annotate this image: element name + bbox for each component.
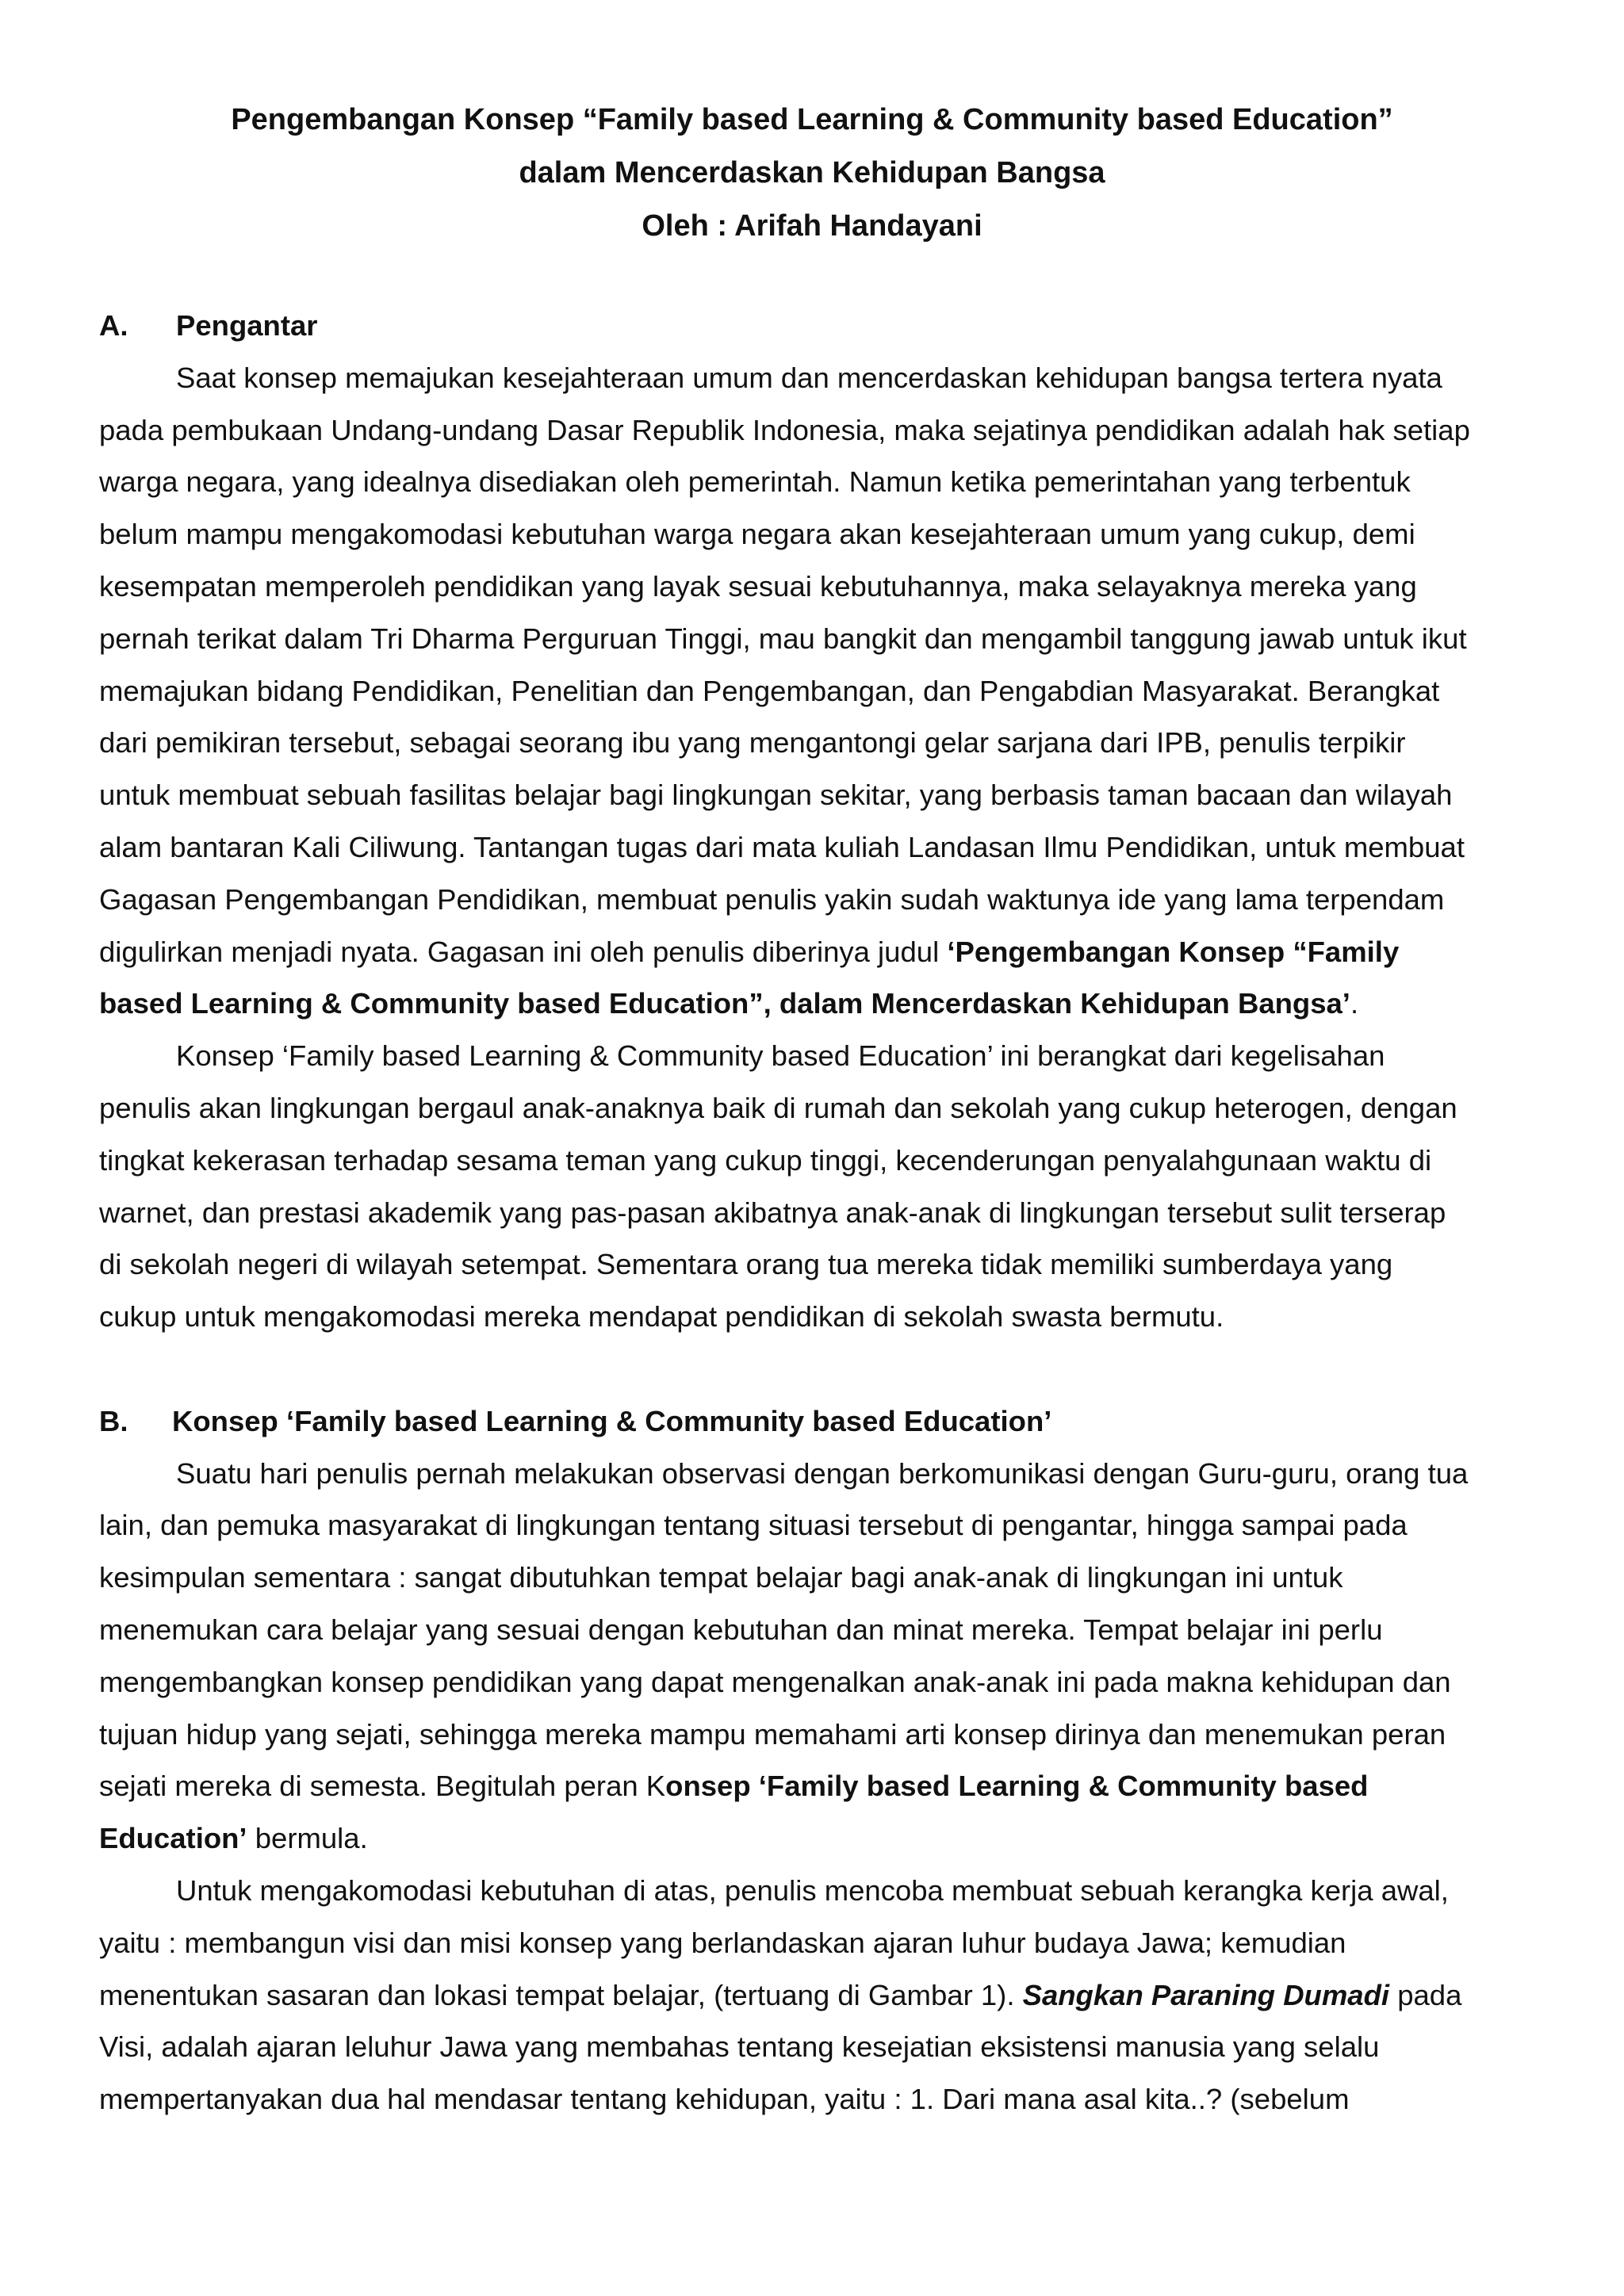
paragraph-line bbox=[99, 1969, 1534, 2022]
paragraph-line: untuk membuat sebuah fasilitas belajar bagi lingkungan sekitar, yang berbasis taman bacaan dan wilayah bbox=[99, 779, 1453, 812]
paragraph-line: menemukan cara belajar yang sesuai dengan kebutuhan dan minat mereka. Tempat belajar ini perlu bbox=[99, 1613, 1383, 1646]
paragraph-line: pernah terikat dalam Tri Dharma Perguruan Tinggi, mau bangkit dan mengambil tanggung jawab untuk ikut bbox=[99, 622, 1467, 655]
section-a-paragraph-1 bbox=[99, 352, 1534, 1030]
paragraph-line: kesimpulan sementara : sangat dibutuhkan tempat belajar bagi anak-anak di lingkungan ini untuk bbox=[99, 1561, 1343, 1594]
section-a-heading bbox=[99, 300, 1534, 352]
section-a-paragraph-2 bbox=[99, 1030, 1534, 1343]
paragraph-line: penulis akan lingkungan bergaul anak-anaknya baik di rumah dan sekolah yang cukup heterogen, dengan bbox=[99, 1091, 1457, 1124]
paragraph-line: mempertanyakan dua hal mendasar tentang kehidupan, yaitu : 1. Dari mana asal kita..? (sebelum bbox=[99, 2083, 1350, 2116]
paragraph-line: warga negara, yang idealnya disediakan oleh pemerintah. Namun ketika pemerintahan yang terbentuk bbox=[99, 465, 1411, 499]
document-body bbox=[99, 300, 1534, 2126]
title-line-2: dalam Mencerdaskan Kehidupan Bangsa bbox=[519, 156, 1105, 189]
emphasized-concept-text: onsep ‘Family based Learning & Community based bbox=[665, 1770, 1369, 1803]
paragraph-line: Saat konsep memajukan kesejahteraan umum dan mencerdaskan kehidupan bangsa tertera nyata bbox=[176, 361, 1442, 394]
paragraph-line: dari pemikiran tersebut, sebagai seorang ibu yang mengantongi gelar sarjana dari IPB, penulis terpikir bbox=[99, 726, 1406, 760]
paragraph-line: pada pembukaan Undang-undang Dasar Republik Indonesia, maka sejatinya pendidikan adalah hak setiap bbox=[99, 413, 1470, 446]
section-b-paragraph-1 bbox=[99, 1448, 1534, 1865]
paragraph-text: pada bbox=[1389, 1978, 1462, 2011]
section-a-title: Pengantar bbox=[176, 309, 318, 342]
paragraph-line: alam bantaran Kali Ciliwung. Tantangan tugas dari mata kuliah Landasan Ilmu Pendidikan, untuk membuat bbox=[99, 830, 1465, 863]
section-a-number: A. bbox=[99, 309, 128, 342]
paragraph-line: Konsep ‘Family based Learning & Community based Education’ ini berangkat dari kegelisahan bbox=[176, 1039, 1385, 1073]
paragraph-line: Visi, adalah ajaran leluhur Jawa yang membahas tentang kesejatian eksistensi manusia yang selalu bbox=[99, 2030, 1380, 2064]
paragraph-line: kesempatan memperoleh pendidikan yang layak sesuai kebutuhannya, maka selayaknya mereka yang bbox=[99, 569, 1417, 603]
paragraph-line: memajukan bidang Pendidikan, Penelitian dan Pengembangan, dan Pengabdian Masyarakat. Berangkat bbox=[99, 674, 1440, 707]
paragraph-line bbox=[99, 1760, 1534, 1812]
document-title bbox=[0, 94, 1624, 253]
paragraph-line: tujuan hidup yang sejati, sehingga mereka mampu memahami arti konsep dirinya dan menemukan peran bbox=[99, 1717, 1446, 1751]
paragraph-line: cukup untuk mengakomodasi mereka mendapat pendidikan di sekolah swasta bermutu. bbox=[99, 1300, 1224, 1334]
paragraph-text: sejati mereka di semesta. Begitulah peran K bbox=[99, 1770, 666, 1803]
section-b-paragraph-2 bbox=[99, 1865, 1534, 2126]
paragraph-text: bermula. bbox=[247, 1822, 368, 1855]
paragraph-line: di sekolah negeri di wilayah setempat. Sementara orang tua mereka tidak memiliki sumberdaya yang bbox=[99, 1248, 1393, 1281]
emphasized-term-text: Sangkan Paraning Dumadi bbox=[1022, 1978, 1390, 2011]
emphasized-concept-text: Education’ bbox=[99, 1822, 247, 1855]
paragraph-line: warnet, dan prestasi akademik yang pas-pasan akibatnya anak-anak di lingkungan tersebut sulit terserap bbox=[99, 1196, 1446, 1229]
emphasized-title-text: based Learning & Community based Education”, dalam Mencerdaskan Kehidupan Bangsa’ bbox=[99, 987, 1350, 1020]
section-spacer bbox=[99, 1343, 1534, 1395]
paragraph-line: belum mampu mengakomodasi kebutuhan warga negara akan kesejahteraan umum yang cukup, demi bbox=[99, 518, 1415, 551]
paragraph-line: Suatu hari penulis pernah melakukan observasi dengan berkomunikasi dengan Guru-guru, orang tua bbox=[176, 1456, 1469, 1490]
paragraph-line bbox=[99, 978, 1534, 1030]
paragraph-text: . bbox=[1350, 987, 1359, 1020]
section-b-number: B. bbox=[99, 1404, 128, 1437]
paragraph-line: Untuk mengakomodasi kebutuhan di atas, penulis mencoba membuat sebuah kerangka kerja awal, bbox=[176, 1873, 1449, 1907]
author-line: Oleh : Arifah Handayani bbox=[642, 209, 982, 243]
paragraph-text: digulirkan menjadi nyata. Gagasan ini oleh penulis diberinya judul bbox=[99, 935, 948, 968]
paragraph-line bbox=[99, 926, 1534, 978]
paragraph-line: yaitu : membangun visi dan misi konsep yang berlandaskan ajaran luhur budaya Jawa; kemudian bbox=[99, 1926, 1346, 1959]
paragraph-text: menentukan sasaran dan lokasi tempat belajar, (tertuang di Gambar 1). bbox=[99, 1978, 1023, 2011]
paragraph-line bbox=[99, 1812, 1534, 1865]
paragraph-line: tingkat kekerasan terhadap sesama teman yang cukup tinggi, kecenderungan penyalahgunaan waktu di bbox=[99, 1143, 1432, 1177]
paragraph-line: lain, dan pemuka masyarakat di lingkungan tentang situasi tersebut di pengantar, hingga sampai pada bbox=[99, 1509, 1408, 1542]
paragraph-line: mengembangkan konsep pendidikan yang dapat mengenalkan anak-anak ini pada makna kehidupan dan bbox=[99, 1665, 1451, 1698]
paragraph-line: Gagasan Pengembangan Pendidikan, membuat penulis yakin sudah waktunya ide yang lama terpendam bbox=[99, 882, 1445, 916]
section-b-heading bbox=[99, 1395, 1534, 1448]
section-b-title: Konsep ‘Family based Learning & Community based Education’ bbox=[172, 1404, 1052, 1437]
title-line-1: Pengembangan Konsep “Family based Learning & Community based Education” bbox=[231, 103, 1393, 136]
emphasized-title-text: ‘Pengembangan Konsep “Family bbox=[947, 935, 1400, 968]
